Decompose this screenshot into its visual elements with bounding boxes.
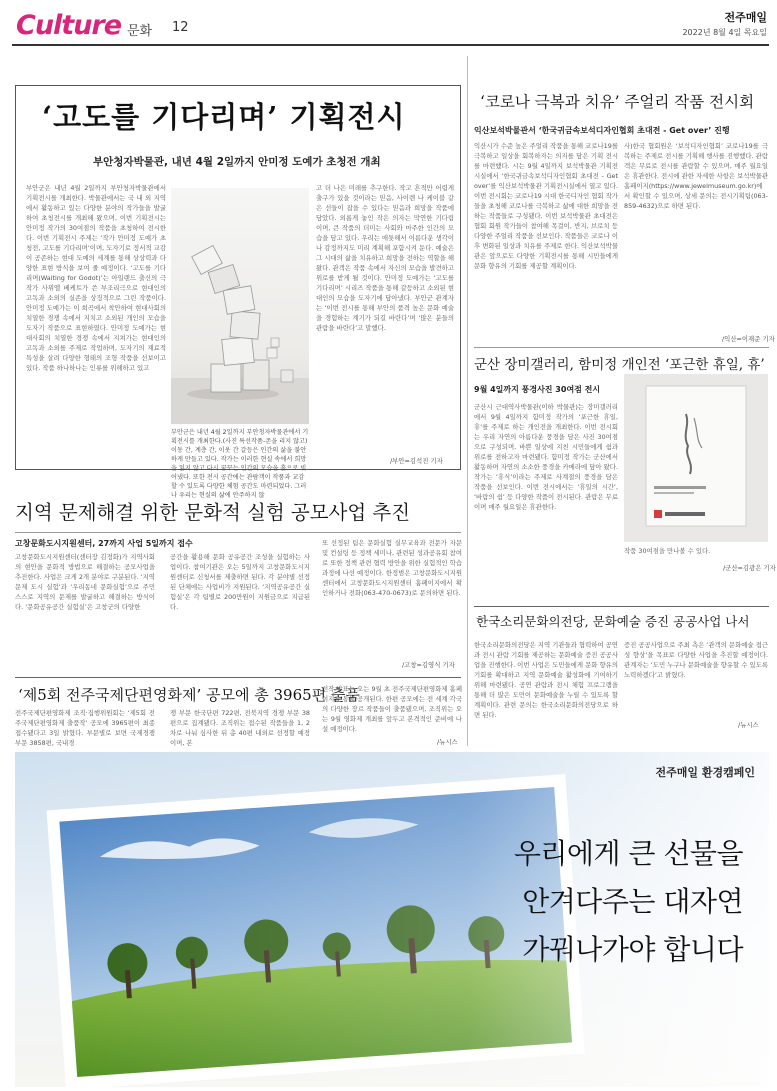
ad-slogan-line1: 우리에게 큰 선물을 [513,837,743,870]
film-body-col3: 선작 발표는 오는 9월 초 전주국제단편영화제 홈페이지를 통해 공개된다. 한편 공모에는 전 세계 각국의 다양한 장르 작품들이 출품됐으며, 조직위는 오는 9월 영화제 개최를 앞두고 본격적인 준비에 나설 예정이다. [322,685,462,733]
rose-body-col2: 작품 30여점을 만나볼 수 있다. [624,547,711,555]
environment-campaign-ad [15,752,769,1087]
film-top-rule [15,677,461,678]
regional-body-col1: 고창문화도시지원센터(센터장 김정화)가 지역사회의 현안을 문화적 방법으로 해결하는 공모사업을 추진한다. 사업은 크게 2개 분야로 구분된다. ‘지역문제 도시 실험’과 ‘우리동네 문화실험’으로 주민 스스로 지역의 문제를 발굴하고 해결하는 방식이다. ‘문화공유공간 실험실’은 고창군의 다양한 [15,553,155,611]
sori-headline: 한국소리문화의전당, 문화예술 증진 공공사업 나서 [476,614,750,629]
column-separator [467,56,468,746]
sori-body-col1: 한국소리문화의전당은 지역 기관들과 협력하여 공연과 전시 관람 기회를 제공하는 문화예술 증진 공공사업을 진행한다. 이번 사업은 도민들에게 문화 향유의 기회를 확대하고 지역 문화예술 활성화에 기여하기 위해 마련됐다. 공연 관람과 전시 체험 프로그램을 통해 더 많은 도민이 문화예술을 누릴 수 있도록 할 계획이다. 관련 문의는 한국소리문화의전당으로 하면 된다. [474,641,618,719]
section-title-en: Culture [16,10,122,41]
regional-top-rule [15,532,461,533]
lead-byline: /부안=김석진 기자 [390,457,443,465]
sori-top-rule [474,606,769,607]
sori-byline: /뉴시스 [738,721,759,729]
rose-headline: 군산 장미갤러리, 함미정 개인전 ‘포근한 휴일, 휴’ [474,357,765,373]
corona-body-col1: 익산시가 수준 높은 주얼리 작품을 통해 코로나19를 극복하고 일상을 회복하자는 의지를 담은 기획 전시를 마련했다. 시는 9월 4일까지 보석박물관 기획전시실에서 ‘한국귀금속보석디자인협회 초대전 - Get over’를 익산보석박물관 기획전시실에서 열고 있다. 이번 전시회는 코로나19 시대 한국디자인 협회 작가들을 초청해 코로나를 극복하고 삶에 대한 희망을 전하는 작품들로 구성됐다. 이번 보석박물관 초대전은 협회 회원 작가들이 참여해 목걸이, 반지, 브로치 등 다양한 주얼리 작품을 선보인다. 작품들은 코로나 이후 변화된 일상과 치유를 주제로 한다. 익산보석박물관은 앞으로도 다양한 기획전시를 통해 시민들에게 문화 향유의 기회를 제공할 계획이다. [474,142,618,270]
lead-body-col1: 부안군은 내년 4월 2일까지 부안청자박물관에서 기획전시를 개최한다. 박물관에서는 국 내 외 지역에서 활동하고 있는 다양한 분야의 작가들을 발굴하여 초청전시를 개최해 왔으며, 이번 기획전시는 안미정 작가의 30여점의 작품을 초청하여 전시한다. 이번 기획전시 주제는 ‘작가 안미정 도예가 초청전, 고도를 기다리며’이며, 도자기로 정서적 교감이 공존하는 현대 도예의 세계를 통해 상상력과 다양한 표현 방식을 보여 줄 예정이다. ‘고도를 기다리며(Waiting for Godot)’는 아일랜드 출신의 극작가 사뮈엘 베케트가 쓴 부조리극으로 현대인의 고독과 소외의 실존을 상징적으로 그린 작품이다. 안미정 도예가는 이 희곡에서 착안하여 현대사회의 치열한 경쟁 속에서 지치고 소외된 개인의 모습을 도자기 작품으로 표현하였다. 안미정 도예가는 현대사회의 치열한 경쟁 속에서 지쳐가는 현대인의 고독과 소외를 주제로 작업하며, 도자기의 재료적 특성을 살려 다양한 형태의 조형 작품을 선보이고 있다. 작품 하나하나는 인류를 위해하고 있고 [26,184,166,372]
corona-headline: ‘코로나 극복과 치유’ 주얼리 작품 전시회 [480,93,755,111]
lead-photo-caption: 부안군은 내년 4월 2일까지 부안청자박물관에서 기획전시를 개최한다.(사진 특선작품-존을 리지 않고) 이동 간, 계층 간, 이웃 간 갈등은 인간의 삶을 불안하게 만들고 있다. 작가는 이러한 현실 속에서 희망을 잃지 않고 다시 꿈꾸는 인간의 모습을 흙으로 빚어냈다. 또한 전시 공간에는 관람객이 작품과 교감할 수 있도록 다양한 체험 공간도 마련되었다. 그러나 우리는 현실의 삶에 안주하지 않 [171,429,309,499]
rose-subhead: 9월 4일까지 풍경사진 30여점 전시 [474,385,601,394]
corona-subhead: 익산보석박물관서 ‘한국귀금속보석디자인협회 초대전 - Get over’ 진행 [474,126,730,135]
campaign-tag: 전주매일 환경캠페인 [655,766,755,779]
catalog-photo [624,374,768,542]
film-headline: ‘제5회 전주국제단편영화제’ 공모에 총 3965편 출품 [18,686,360,704]
masthead [0,0,777,46]
corona-byline: /익산=이재준 기자 [722,335,775,343]
corona-body-col2: 사)한국 협회원은 ‘보석디자인협회’ 코로나19를 극복하는 주제로 전시를 기획해 행사를 진행했다. 관람객은 무료로 전시를 관람할 수 있으며, 매주 월요일은 휴관한다. 전시에 관한 자세한 사항은 보석박물관 홈페이지(https://www.jewelmuseum.go.kr)에서 확인할 수 있으며, 상세 문의는 전시기획팀(063-859-4632)으로 하면 된다. [624,142,768,210]
lead-subhead: 부안청자박물관, 내년 4월 2일까지 안미정 도예가 초청전 개최 [93,156,381,168]
sori-body-col2: 증진 공공사업으로 주최 측은 ‘관객의 문화예술 접근성 향상’을 목표로 다양한 사업을 추진할 예정이다. 관계자는 ‘도민 누구나 문화예술을 향유할 수 있도록 노력하겠다’고 밝혔다. [624,641,768,679]
stacked-cubes-sculpture-icon [171,188,309,424]
issue-date: 2022년 8월 4일 목요일 [682,28,767,37]
ad-slogan-line2: 안겨다주는 대자연 [522,885,743,918]
regional-subhead: 고창문화도시지원센터, 27까지 사업 5일까지 접수 [15,539,193,548]
ad-slogan-line3: 가꿔나가야 합니다 [522,933,743,966]
exhibition-catalog-icon [624,374,768,542]
rose-byline: /군산=김광은 기자 [723,564,776,572]
rose-body-col1: 군산시 근대역사박물관(이하 박물관)는 장미갤러리에서 9월 4일까지 함미정 작가의 ‘포근한 휴일, 휴’를 주제로 하는 개인전을 개최한다. 이번 전시회는 우리 자연의 아름다운 풍경을 담은 사진 30여점으로 구성되며, 바쁜 일상에 지친 시민들에게 쉼과 위로를 전하고자 마련됐다. 함미정 작가는 군산에서 활동하며 자연의 소소한 풍경을 카메라에 담아 왔다. 작가는 ‘휴식’이라는 주제로 사계절의 풍경을 담은 작품을 선보인다. 이번 전시에서는 ‘휴일의 시간’, ‘바람의 쉼’ 등 다양한 작품이 전시된다. 관람은 무료이며 매주 월요일은 휴관한다. [474,403,618,511]
regional-byline: /고창=김영식 기자 [402,661,455,669]
sculpture-photo [171,188,309,424]
film-body-col2: 쟁 부문 한국단편 722편, 전북지역 경쟁 부문 38편으로 집계됐다. 조직위는 접수된 작품들을 1, 2차로 나눠 심사한 뒤 총 40편 내외로 선정할 예정이며, 본 [170,709,310,747]
film-body-col1: 전주국제단편영화제 조직·집행위원회는 ‘제5회 전주국제단편영화제 출품작’ 공모에 3965편이 최종 접수됐다고 3일 밝혔다. 부문별로 보면 국제경쟁 부문 3858편, 국내경 [15,709,155,747]
page-number: 12 [172,20,189,35]
lead-body-col3: 고 더 나은 미래를 추구한다. 작고 흔적만 어렵게 출구가 있을 것이라는 믿음, 사이렌 나 케이블 같은 선들이 잡을 수 있다는 믿음과 희망을 작품에 담았다. 외롭게 놓인 작은 의자는 막연한 기다림 이며, 큰 작품의 더미는 사회와 마주한 인간의 모습을 담고 있다. 우리는 애틋해서 이름다운 생각이나 감정까지도 미리 계획해 포함시켜 둔다. 예술은 그 시대의 삶을 치유하고 희망을 전하는 역할을 해 왔다. 관객은 작품 속에서 자신의 모습을 발견하고 위로를 받게 될 것이다. 안미정 도예가는 ‘고도를 기다리며’ 시리즈 작품을 통해 갈등하고 소외된 현대인의 모습을 도자기에 담아냈다. 부안군 관계자는 ‘이번 전시를 통해 부안의 품격 높은 문화 예술을 경험하는 계기가 되길 바란다’며 ‘많은 분들의 관람을 바란다’고 말했다. [316,184,454,332]
regional-headline: 지역 문제해결 위한 문화적 실험 공모사업 추진 [15,501,411,524]
regional-body-col2: 공간을 활용해 문화 공유공간 조성을 실험하는 사업이다. 참여기관은 오는 5일까지 고창문화도시지원센터로 신청서를 제출하면 된다. 각 분야별 선정된 단체에는 사업비가 지원된다. ‘지역공유공간 실험실’은 각 팀별로 200만원이 지원금으로 지급된다. [170,553,310,611]
paper-name: 전주매일 [724,11,767,24]
masthead-rule [12,44,769,46]
film-byline: /뉴시스 [437,738,458,746]
lead-headline: ‘고도를 기다리며’ 기획전시 [42,100,406,134]
regional-body-col3: 또 선정된 팀은 문화실험 실무교육과 전문가 자문 및 컨설팅 등 정책 세미나, 관련된 성과공유회 참여로 또한 정책 관련 협력 방안을 위한 실험적인 학습과정에 나선 예정이다. 한정범은 고창문화도시지원센터에서 고창문화도시지원센터 홈페이지에서 확인하거나 전화(063-470-0673)로 문의하면 된다. [322,539,462,597]
rose-top-rule [474,347,769,348]
section-title-ko: 문화 [127,24,153,39]
